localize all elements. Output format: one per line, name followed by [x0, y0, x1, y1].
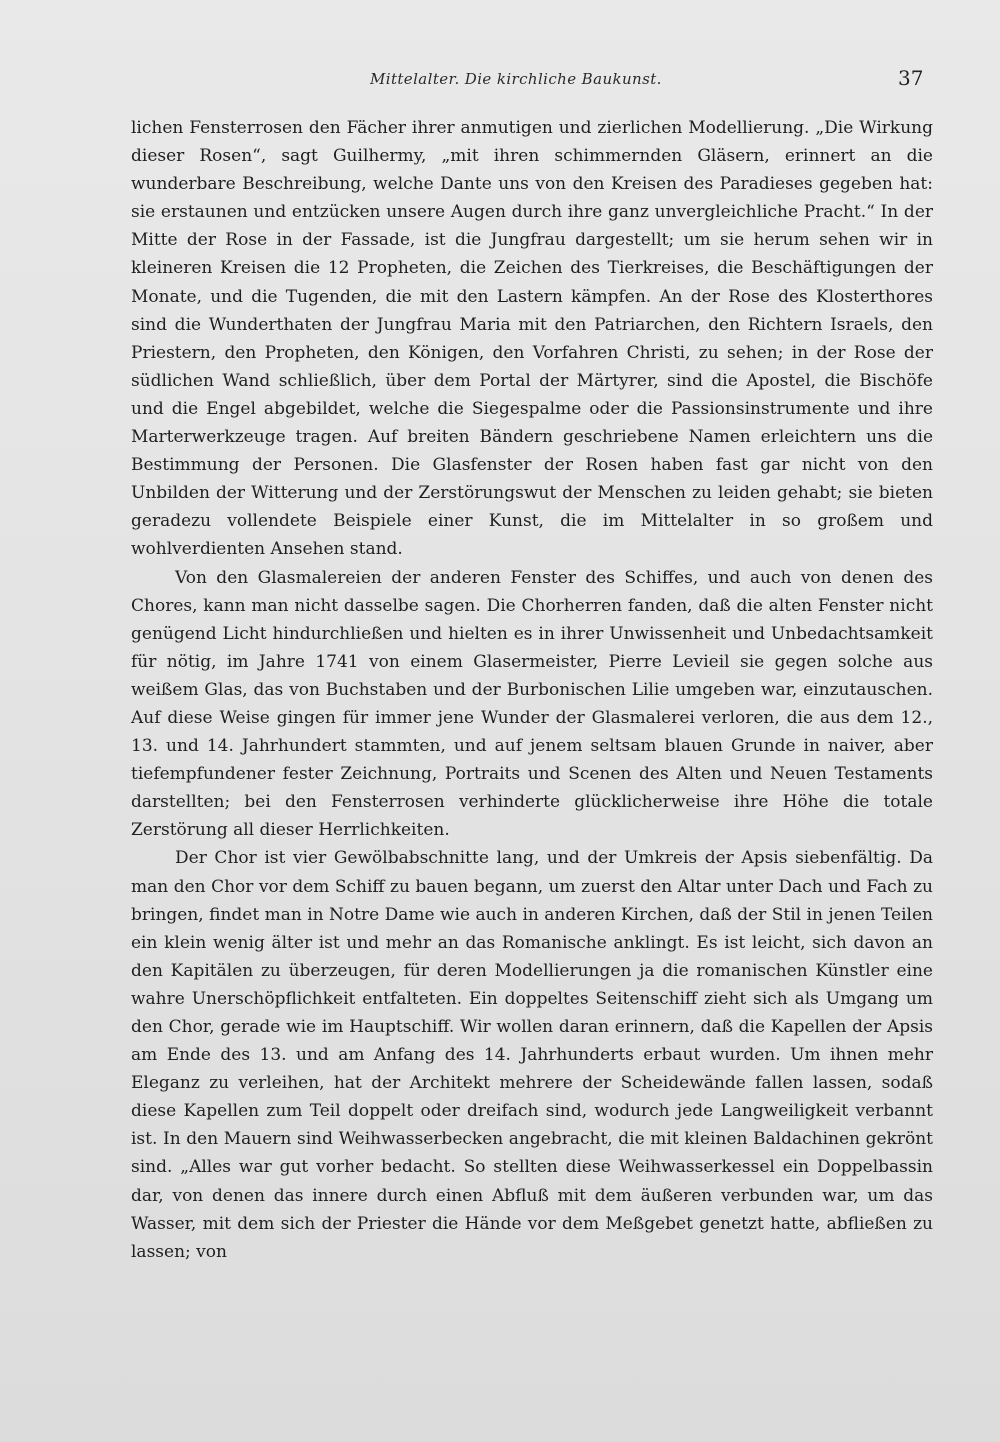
body-text	[131, 114, 933, 1266]
paragraph-2: Von den Glasmalereien der anderen Fenster des Schiffes, und auch von denen des Chores, kann man nicht dasselbe sagen. Die Chorherren fanden, daß die alten Fenster nicht genügend Licht hindurchließen und hielten es in ihrer Unwissenheit und Unbedachtsamkeit für nötig, im Jahre 1741 von einem Glasermeister, Pierre Levieil sie gegen solche aus weißem Glas, das von Buchstaben und der Burbonischen Lilie umgeben war, einzutauschen. Auf diese Weise gingen für immer jene Wunder der Glasmalerei verloren, die aus dem 12., 13. und 14. Jahrhundert stammten, und auf jenem seltsam blauen Grunde in naiver, aber tiefempfundener fester Zeichnung, Portraits und Scenen des Alten und Neuen Testaments darstellten; bei den Fensterrosen verhinderte glücklicherweise ihre Höhe die totale Zerstörung all dieser Herrlichkeiten.	[131, 567, 933, 841]
paragraph-3: Der Chor ist vier Gewölbabschnitte lang, und der Umkreis der Apsis siebenfältig. Da man den Chor vor dem Schiff zu bauen begann, um zuerst den Altar unter Dach und Fach zu bringen, findet man in Notre Dame wie auch in anderen Kirchen, daß der Stil in jenen Teilen ein klein wenig älter ist und mehr an das Romanische anklingt. Es ist leicht, sich davon an den Kapitälen zu überzeugen, für deren Modellierungen ja die romanischen Künstler eine wahre Unerschöpflichkeit entfalteten. Ein doppeltes Seitenschiff zieht sich als Umgang um den Chor, gerade wie im Hauptschiff. Wir wollen daran erinnern, daß die Kapellen der Apsis am Ende des 13. und am Anfang des 14. Jahrhunderts erbaut wurden. Um ihnen mehr Eleganz zu verleihen, hat der Architekt mehrere der Scheidewände fallen lassen, sodaß diese Kapellen zum Teil doppelt oder dreifach sind, wodurch jede Langweiligkeit verbannt ist. In den Mauern sind Weihwasserbecken angebracht, die mit kleinen Baldachinen gekrönt sind. „Alles war gut vorher bedacht. So stellten diese Weihwasserkessel ein Doppelbassin dar, von denen das innere durch einen Abfluß mit dem äußeren verbunden war, um das Wasser, mit dem sich der Priester die Hände vor dem Meßgebet genetzt hatte, abfließen zu lassen; von	[131, 848, 933, 1262]
running-header	[0, 66, 1000, 96]
running-title: Mittelalter. Die kirchliche Baukunst.	[370, 70, 662, 88]
page-number: 37	[898, 66, 924, 90]
paragraph-1: lichen Fensterrosen den Fächer ihrer anmutigen und zierlichen Modellierung. „Die Wirkung dieser Rosen“, sagt Guilhermy, „mit ihren schimmernden Gläsern, erinnert an die wunderbare Beschreibung, welche Dante uns von den Kreisen des Paradieses gegeben hat: sie erstaunen und entzücken unsere Augen durch ihre ganz unvergleichliche Pracht.“ In der Mitte der Rose in der Fassade, ist die Jungfrau dargestellt; um sie herum sehen wir in kleineren Kreisen die 12 Propheten, die Zeichen des Tierkreises, die Beschäftigungen der Monate, und die Tugenden, die mit den Lastern kämpfen. An der Rose des Klosterthores sind die Wunderthaten der Jungfrau Maria mit den Patriarchen, den Richtern Israels, den Priestern, den Propheten, den Königen, den Vorfahren Christi, zu sehen; in der Rose der südlichen Wand schließlich, über dem Portal der Märtyrer, sind die Apostel, die Bischöfe und die Engel abgebildet, welche die Siegespalme oder die Passionsinstrumente und ihre Marterwerkzeuge tragen. Auf breiten Bändern geschriebene Namen erleichtern uns die Bestimmung der Personen. Die Glasfenster der Rosen haben fast gar nicht von den Unbilden der Witterung und der Zerstörungswut der Menschen zu leiden gehabt; sie bieten geradezu vollendete Beispiele einer Kunst, die im Mittelalter in so großem und wohlverdienten Ansehen stand.	[131, 118, 933, 560]
